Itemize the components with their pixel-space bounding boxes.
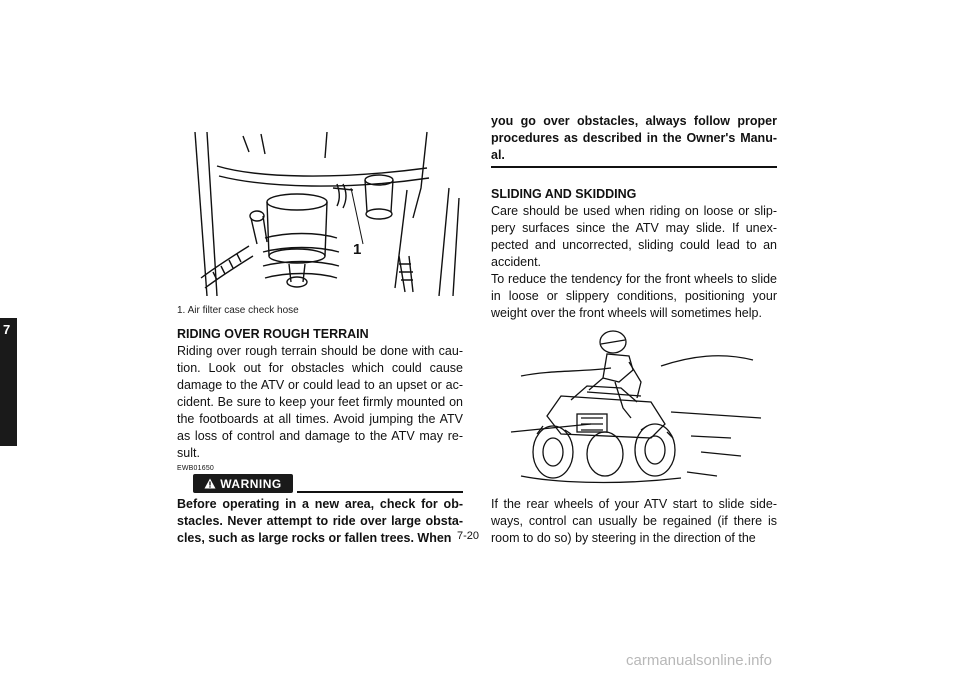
section-heading-sliding: SLIDING AND SKIDDING [491, 187, 637, 201]
warning-text-part1: Before operating in a new area, check for ob-stacles. Never attempt to ride over large obsta-cles, such as large rocks or fallen trees. When [177, 497, 463, 545]
left-column [177, 128, 463, 547]
atv-rider-illustration [491, 326, 777, 496]
air-filter-illustration [177, 128, 463, 296]
warning-badge [193, 474, 293, 493]
air-filter-figure [177, 128, 463, 316]
sliding-para1: Care should be used when riding on loose or slip-pery surfaces since the ATV may slide. If unex-pected and uncorrected, sliding could lead to an accident. [491, 204, 777, 269]
warning-end-rule [491, 166, 777, 168]
page-number: 7-20 [457, 530, 480, 542]
sliding-para2: To reduce the tendency for the front wheels to slide in loose or slippery conditions, positioning your weight over the front wheels will sometimes help. [491, 272, 777, 320]
warning-label: WARNING [220, 476, 282, 491]
warning-triangle-icon [204, 478, 216, 489]
warning-header [177, 474, 463, 494]
section-heading-rough-terrain: RIDING OVER ROUGH TERRAIN [177, 327, 369, 341]
warning-rule [297, 491, 463, 493]
callout-1: 1 [353, 241, 362, 258]
warning-code: EWB01650 [177, 465, 215, 472]
atv-rider-figure [491, 326, 777, 496]
sliding-para3: If the rear wheels of your ATV start to slide side-ways, control can usually be regained (if there is room to do so) by steering in the direction of the [491, 497, 777, 545]
chapter-number: 7 [3, 322, 11, 337]
rough-terrain-body: Riding over rough terrain should be done with cau-tion. Look out for obstacles which could cause damage to the ATV or could lead to an upset or ac-cident. Be sure to keep your feet firmly mounted on the footboards at all times. Avoid jumping the ATV as loss of control and damage to the ATV may re-sult. [177, 344, 463, 460]
figure-caption: 1. Air filter case check hose [177, 305, 299, 316]
chapter-tab [0, 318, 17, 446]
warning-text-part2: you go over obstacles, always follow proper procedures as described in the Owner's Manu-al. [491, 114, 777, 162]
watermark: carmanualsonline.info [626, 652, 772, 669]
right-column [491, 113, 777, 547]
